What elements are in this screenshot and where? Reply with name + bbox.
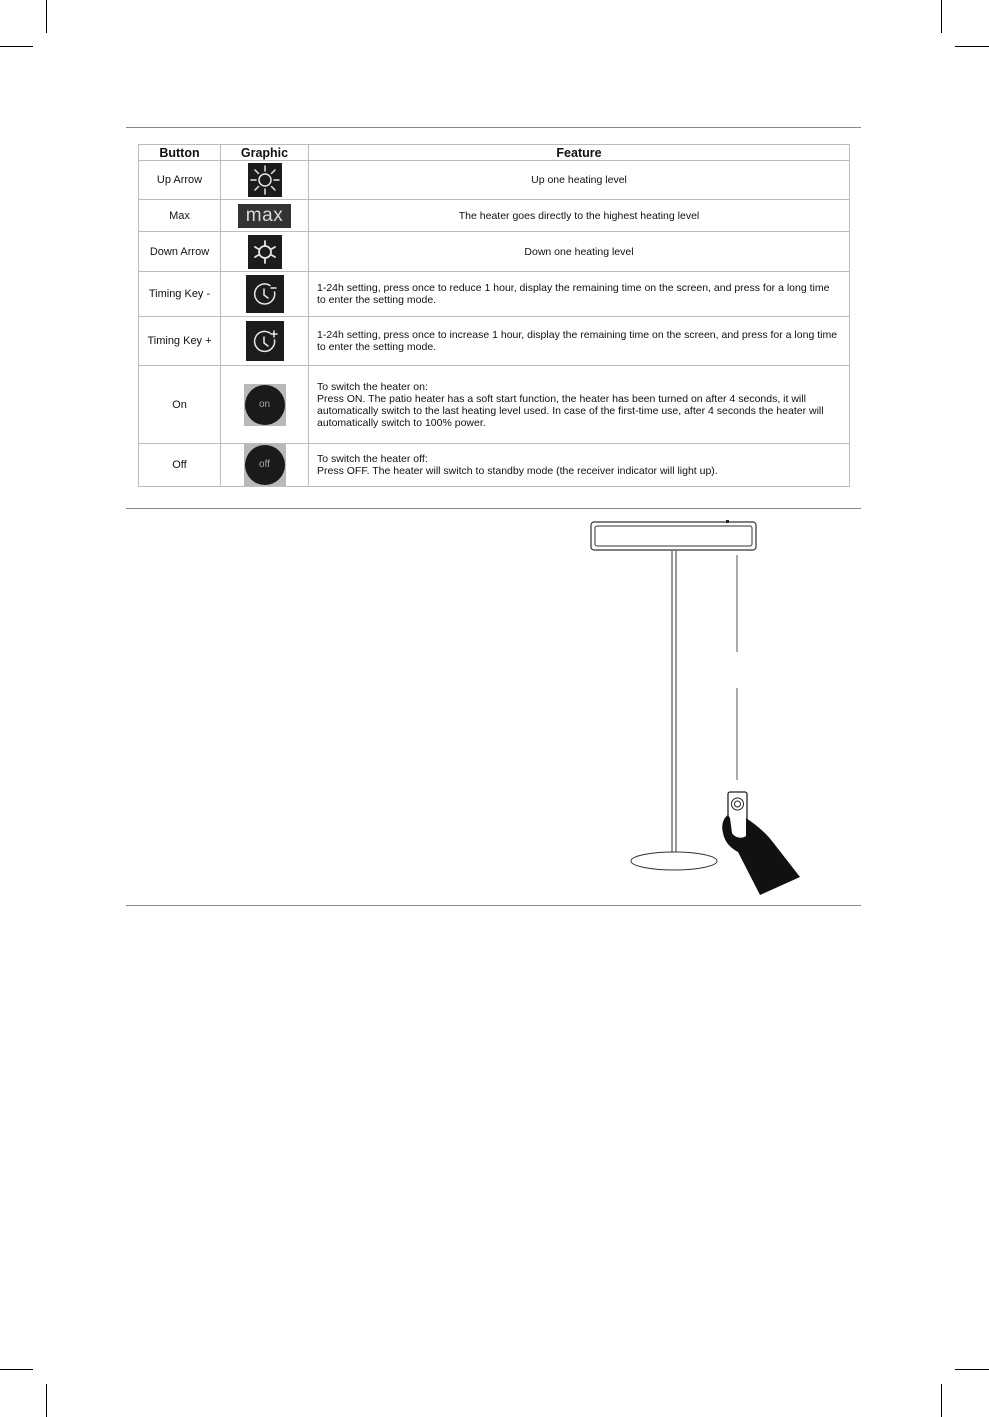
heater-remote-illustration bbox=[560, 515, 810, 905]
feature-line: Press ON. The patio heater has a soft start function, the heater has been turned on after 4 seconds, it will automatically switch to the last heating level used. In case of the first-time use, after 4 seconds the heater will automatically switch to 100% power. bbox=[317, 392, 824, 429]
header-button: Button bbox=[139, 145, 221, 161]
section-rule bbox=[126, 508, 861, 509]
off-label: off bbox=[245, 445, 285, 485]
section-rule bbox=[126, 127, 861, 128]
feature-text: Down one heating level bbox=[309, 232, 850, 272]
timer-minus-icon bbox=[246, 275, 284, 313]
button-name: Up Arrow bbox=[139, 161, 221, 200]
table-row bbox=[139, 232, 850, 272]
table-row bbox=[139, 366, 850, 444]
sun-dim-icon bbox=[248, 235, 282, 269]
feature-text: Up one heating level bbox=[309, 161, 850, 200]
button-name: Timing Key + bbox=[139, 317, 221, 366]
crop-mark bbox=[46, 0, 47, 33]
sun-bright-icon bbox=[248, 163, 282, 197]
remote-buttons-table bbox=[138, 144, 850, 487]
table-row bbox=[139, 272, 850, 317]
crop-mark bbox=[0, 46, 33, 47]
feature-line: To switch the heater on: bbox=[317, 380, 428, 393]
table-row bbox=[139, 200, 850, 232]
table-row bbox=[139, 317, 850, 366]
feature-text: 1-24h setting, press once to reduce 1 hour, display the remaining time on the screen, and press for a long time to enter the setting mode. bbox=[309, 272, 850, 317]
crop-mark bbox=[955, 1369, 989, 1370]
feature-line: Press OFF. The heater will switch to standby mode (the receiver indicator will light up). bbox=[317, 465, 718, 477]
heater-pole-icon bbox=[672, 551, 676, 857]
table-row bbox=[139, 161, 850, 200]
feature-text: 1-24h setting, press once to increase 1 hour, display the remaining time on the screen, and press for a long time to enter the setting mode. bbox=[309, 317, 850, 366]
crop-mark bbox=[941, 0, 942, 33]
button-name: Timing Key - bbox=[139, 272, 221, 317]
feature-line: To switch the heater off: bbox=[317, 453, 428, 465]
button-name: Max bbox=[139, 200, 221, 232]
table-row bbox=[139, 444, 850, 487]
feature-text: The heater goes directly to the highest heating level bbox=[309, 200, 850, 232]
feature-text bbox=[309, 444, 850, 487]
button-name: Off bbox=[139, 444, 221, 487]
feature-text bbox=[309, 366, 850, 444]
off-button-graphic bbox=[244, 444, 286, 486]
header-graphic: Graphic bbox=[221, 145, 309, 161]
on-label: on bbox=[245, 385, 285, 425]
crop-mark bbox=[0, 1369, 33, 1370]
crop-mark bbox=[955, 46, 989, 47]
table-header-row bbox=[139, 145, 850, 161]
button-name: On bbox=[139, 366, 221, 444]
header-feature: Feature bbox=[309, 145, 850, 161]
on-button-graphic bbox=[244, 384, 286, 426]
button-name: Down Arrow bbox=[139, 232, 221, 272]
max-label-graphic: max bbox=[238, 204, 291, 228]
timer-plus-icon bbox=[246, 321, 284, 361]
heater-head-icon bbox=[591, 520, 756, 550]
section-rule bbox=[126, 905, 861, 906]
crop-mark bbox=[46, 1384, 47, 1417]
crop-mark bbox=[941, 1384, 942, 1417]
heater-base-icon bbox=[631, 852, 717, 870]
